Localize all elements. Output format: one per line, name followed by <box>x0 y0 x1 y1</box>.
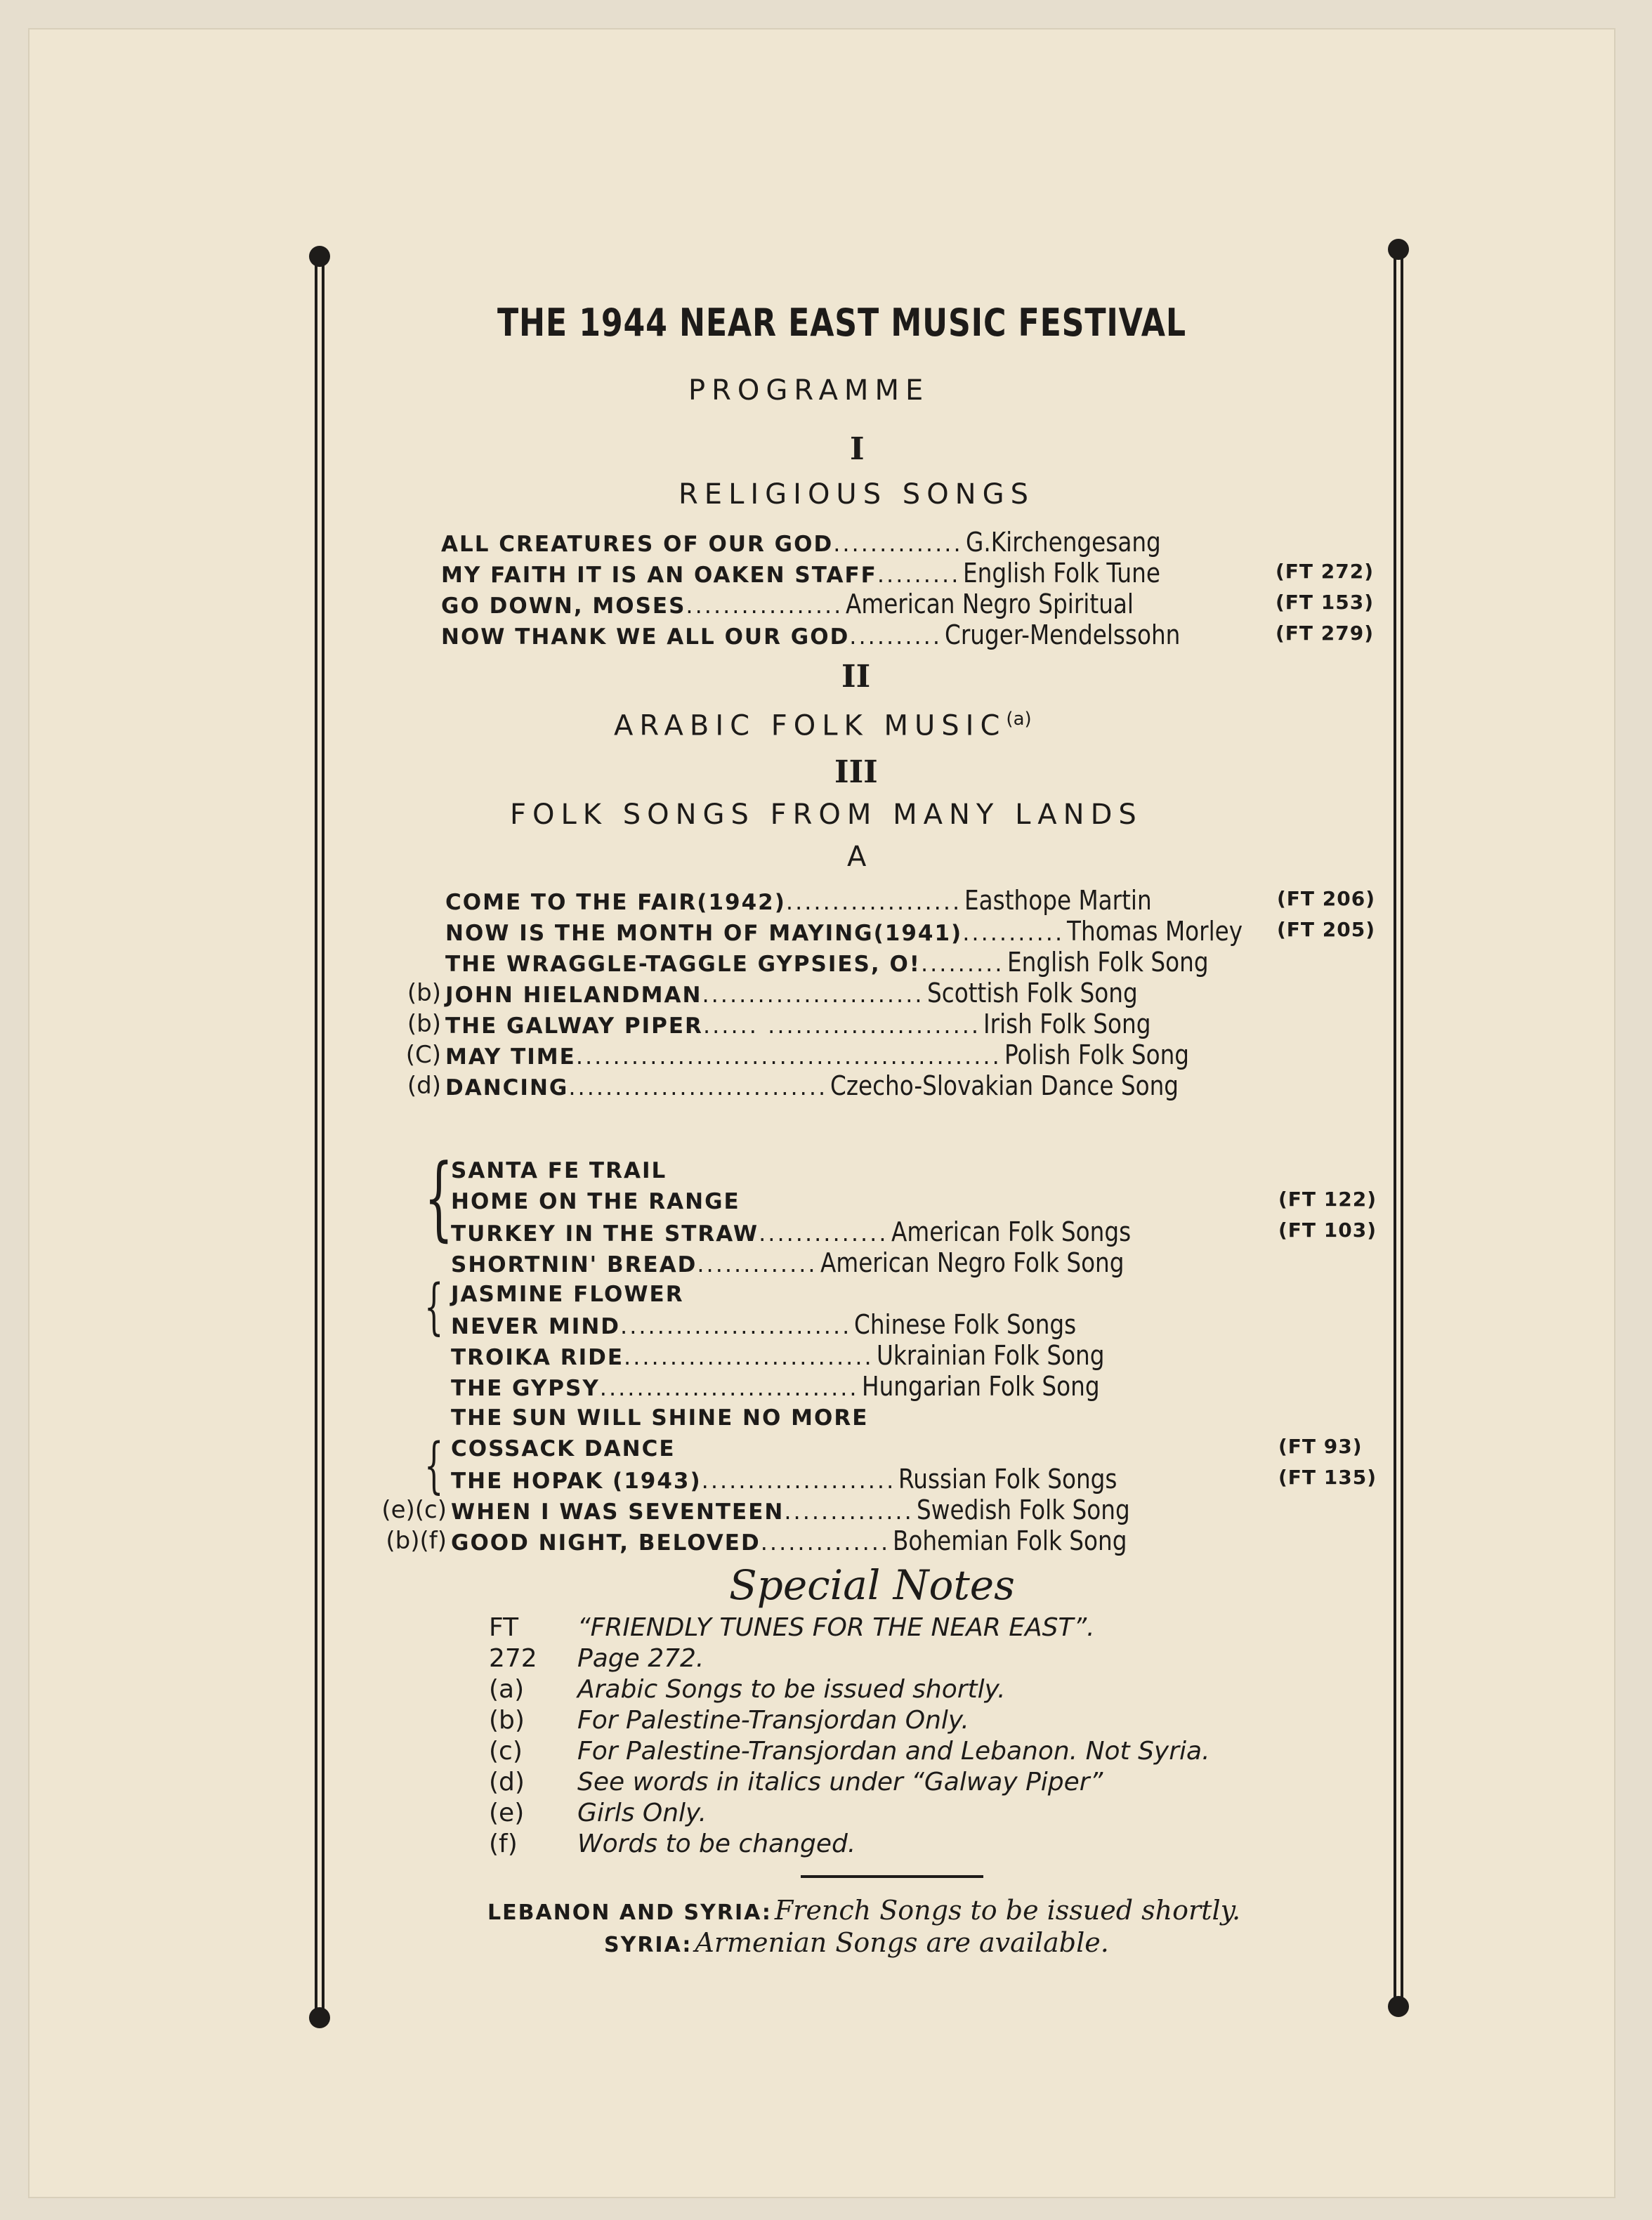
composer-origin: Polish Folk Song <box>1004 1039 1189 1070</box>
availability-text: Armenian Songs are available. <box>695 1927 1109 1958</box>
leader-dots: ......... <box>877 561 961 588</box>
programme-row <box>451 1280 684 1308</box>
subsection-a: A <box>847 841 873 873</box>
programme-row <box>386 1525 1165 1557</box>
notes-divider <box>801 1875 983 1878</box>
composer-origin: English Folk Tune <box>963 558 1161 589</box>
ft-reference: (FT 135) <box>1278 1466 1377 1489</box>
programme-page <box>28 28 1615 2198</box>
section-heading-folk: FOLK SONGS FROM MANY LANDS <box>510 799 1143 831</box>
leader-dots: .............. <box>760 1529 891 1556</box>
programme-row <box>407 978 1172 1009</box>
ft-reference: (FT 205) <box>1277 918 1376 941</box>
leader-dots: ............................ <box>568 1074 828 1101</box>
song-title: ALL CREATURES OF OUR GOD <box>441 532 834 557</box>
programme-row <box>445 917 1271 947</box>
song-title: COSSACK DANCE <box>451 1436 676 1462</box>
right-bottom-ornament <box>1388 1996 1409 2017</box>
programme-row <box>451 1434 676 1463</box>
note-text: Arabic Songs to be issued shortly. <box>577 1675 1006 1704</box>
leader-dots: ................. <box>686 592 844 619</box>
right-border-rule <box>1394 250 1403 2006</box>
programme-row <box>441 559 1193 589</box>
song-title: THE SUN WILL SHINE NO MORE <box>451 1405 869 1431</box>
note-key: (c) <box>489 1737 523 1766</box>
note-text: For Palestine-Transjordan and Lebanon. Not Syria. <box>577 1737 1210 1766</box>
leader-dots: ..................... <box>701 1467 896 1494</box>
programme-row <box>407 1070 1235 1102</box>
composer-origin: Cruger-Mendelssohn <box>945 619 1181 650</box>
song-title: NOW THANK WE ALL OUR GOD <box>441 624 850 650</box>
leader-dots: .............. <box>833 530 963 557</box>
song-title: THE HOPAK (1943) <box>451 1469 702 1494</box>
brace-chinese: { <box>424 1272 444 1342</box>
leader-dots: ...... ....................... <box>702 1012 981 1039</box>
availability-row <box>487 1893 1240 1930</box>
section-heading-arabic <box>614 705 1032 740</box>
section-numeral-2: II <box>841 659 871 695</box>
ft-reference: (FT 272) <box>1276 560 1375 583</box>
note-text: Girls Only. <box>577 1799 707 1827</box>
availability-text: French Songs to be issued shortly. <box>774 1895 1241 1926</box>
ft-reference: (FT 122) <box>1278 1188 1377 1211</box>
brace-american: { <box>424 1144 454 1251</box>
song-title: THE GALWAY PIPER <box>445 1013 703 1039</box>
composer-origin: English Folk Song <box>1007 947 1209 978</box>
programme-row <box>451 1218 1169 1248</box>
note-text: Words to be changed. <box>577 1830 856 1858</box>
composer-origin: Czecho-Slovakian Dance Song <box>830 1070 1179 1101</box>
song-title: GO DOWN, MOSES <box>441 593 686 619</box>
note-text: For Palestine-Transjordan Only. <box>577 1706 969 1735</box>
song-title: TURKEY IN THE STRAW <box>451 1221 759 1247</box>
ft-reference: (FT 206) <box>1277 887 1376 910</box>
programme-row <box>441 528 1193 558</box>
composer-origin: American Folk Songs <box>891 1216 1131 1247</box>
page-title: THE 1944 NEAR EAST MUSIC FESTIVAL <box>497 301 1186 345</box>
programme-row <box>451 1187 740 1216</box>
song-title: TROIKA RIDE <box>451 1345 624 1370</box>
arabic-heading-note: (a) <box>1006 709 1032 730</box>
programme-row <box>381 1495 1165 1526</box>
programme-row <box>445 948 1241 978</box>
programme-heading: PROGRAMME <box>688 374 930 407</box>
leader-dots: ............. <box>697 1251 818 1278</box>
note-key: (f) <box>489 1830 518 1858</box>
composer-origin: American Negro Folk Song <box>820 1247 1125 1278</box>
note-text: See words in italics under “Galway Piper” <box>577 1768 1103 1797</box>
ft-reference: (FT 103) <box>1278 1219 1377 1242</box>
row-prefix: (C) <box>405 1041 441 1069</box>
composer-origin: Irish Folk Song <box>983 1009 1151 1039</box>
song-title: HOME ON THE RANGE <box>451 1189 740 1214</box>
ft-reference: (FT 279) <box>1276 622 1375 645</box>
arabic-heading-text: ARABIC FOLK MUSIC <box>614 709 1007 742</box>
left-top-ornament <box>309 246 330 267</box>
leader-dots: ................... <box>785 888 962 915</box>
availability-label: LEBANON AND SYRIA: <box>487 1900 772 1925</box>
note-text: Page 272. <box>577 1644 704 1673</box>
composer-origin: Russian Folk Songs <box>898 1464 1117 1495</box>
song-title: DANCING <box>445 1075 569 1101</box>
brace-russian: { <box>424 1431 444 1501</box>
composer-origin: Easthope Martin <box>964 885 1152 916</box>
section-numeral-1: I <box>850 431 865 467</box>
song-title: NEVER MIND <box>451 1314 621 1339</box>
availability-label: SYRIA: <box>604 1933 693 1957</box>
leader-dots: ......... <box>920 950 1004 977</box>
note-key: (b) <box>489 1706 525 1735</box>
note-text: “FRIENDLY TUNES FOR THE NEAR EAST”. <box>577 1613 1095 1642</box>
note-key: 272 <box>489 1644 537 1673</box>
song-title: SHORTNIN' BREAD <box>451 1252 697 1278</box>
composer-origin: Thomas Morley <box>1067 916 1243 947</box>
note-key: (e) <box>489 1799 525 1827</box>
leader-dots: .......... <box>849 623 943 650</box>
song-title: COME TO THE FAIR(1942) <box>445 890 786 915</box>
leader-dots: .............. <box>784 1498 914 1525</box>
composer-origin: Chinese Folk Songs <box>854 1309 1077 1340</box>
programme-row <box>451 1156 667 1185</box>
composer-origin: G.Kirchengesang <box>965 527 1161 558</box>
programme-row <box>441 621 1219 651</box>
song-title: JASMINE FLOWER <box>451 1282 684 1307</box>
special-notes-heading: Special Notes <box>729 1561 1015 1609</box>
song-title: MY FAITH IT IS AN OAKEN STAFF <box>441 563 877 588</box>
leader-dots: .............................................. <box>575 1043 1002 1070</box>
composer-origin: Hungarian Folk Song <box>861 1371 1100 1402</box>
programme-row <box>451 1249 1174 1279</box>
leader-dots: ........................... <box>624 1344 874 1370</box>
programme-row <box>441 590 1181 620</box>
song-title: THE WRAGGLE-TAGGLE GYPSIES, O! <box>445 952 921 977</box>
note-key: (d) <box>489 1768 525 1797</box>
song-title: MAY TIME <box>445 1044 576 1070</box>
leader-dots: ........................ <box>702 981 924 1008</box>
row-prefix: (d) <box>407 1072 441 1100</box>
leader-dots: ........... <box>962 919 1065 946</box>
composer-origin: Ukrainian Folk Song <box>876 1340 1105 1371</box>
section-numeral-3: III <box>834 754 878 790</box>
ft-reference: (FT 153) <box>1276 591 1375 614</box>
programme-row <box>451 1465 1153 1495</box>
row-prefix: (b)(f) <box>386 1527 447 1555</box>
row-prefix: (b) <box>407 979 441 1007</box>
left-border-rule <box>315 258 324 2014</box>
ft-reference: (FT 93) <box>1278 1435 1363 1458</box>
row-prefix: (e)(c) <box>381 1496 447 1524</box>
programme-row <box>407 1009 1178 1040</box>
song-title: JOHN HIELANDMAN <box>445 983 702 1008</box>
programme-row <box>405 1039 1219 1071</box>
programme-row <box>451 1311 1113 1341</box>
song-title: THE GYPSY <box>451 1376 600 1401</box>
left-bottom-ornament <box>309 2007 330 2028</box>
composer-origin: Bohemian Folk Song <box>893 1525 1127 1556</box>
song-title: SANTA FE TRAIL <box>451 1158 667 1183</box>
programme-row <box>445 886 1182 917</box>
note-key: (a) <box>489 1675 525 1704</box>
leader-dots: ............................ <box>599 1374 859 1401</box>
programme-row <box>451 1341 1141 1372</box>
song-title: NOW IS THE MONTH OF MAYING(1941) <box>445 921 963 946</box>
leader-dots: ......................... <box>620 1313 852 1339</box>
composer-origin: Scottish Folk Song <box>926 978 1138 1009</box>
right-top-ornament <box>1388 239 1409 260</box>
song-title: GOOD NIGHT, BELOVED <box>451 1530 761 1556</box>
row-prefix: (b) <box>407 1010 441 1038</box>
note-key: FT <box>489 1613 519 1642</box>
section-heading-religious: RELIGIOUS SONGS <box>678 478 1035 511</box>
composer-origin: American Negro Spiritual <box>846 589 1134 619</box>
composer-origin: Swedish Folk Song <box>916 1495 1130 1525</box>
programme-row <box>451 1372 1138 1403</box>
availability-row <box>604 1926 1109 1962</box>
programme-row <box>451 1403 868 1432</box>
song-title: WHEN I WAS SEVENTEEN <box>451 1499 785 1525</box>
leader-dots: .............. <box>759 1220 889 1247</box>
